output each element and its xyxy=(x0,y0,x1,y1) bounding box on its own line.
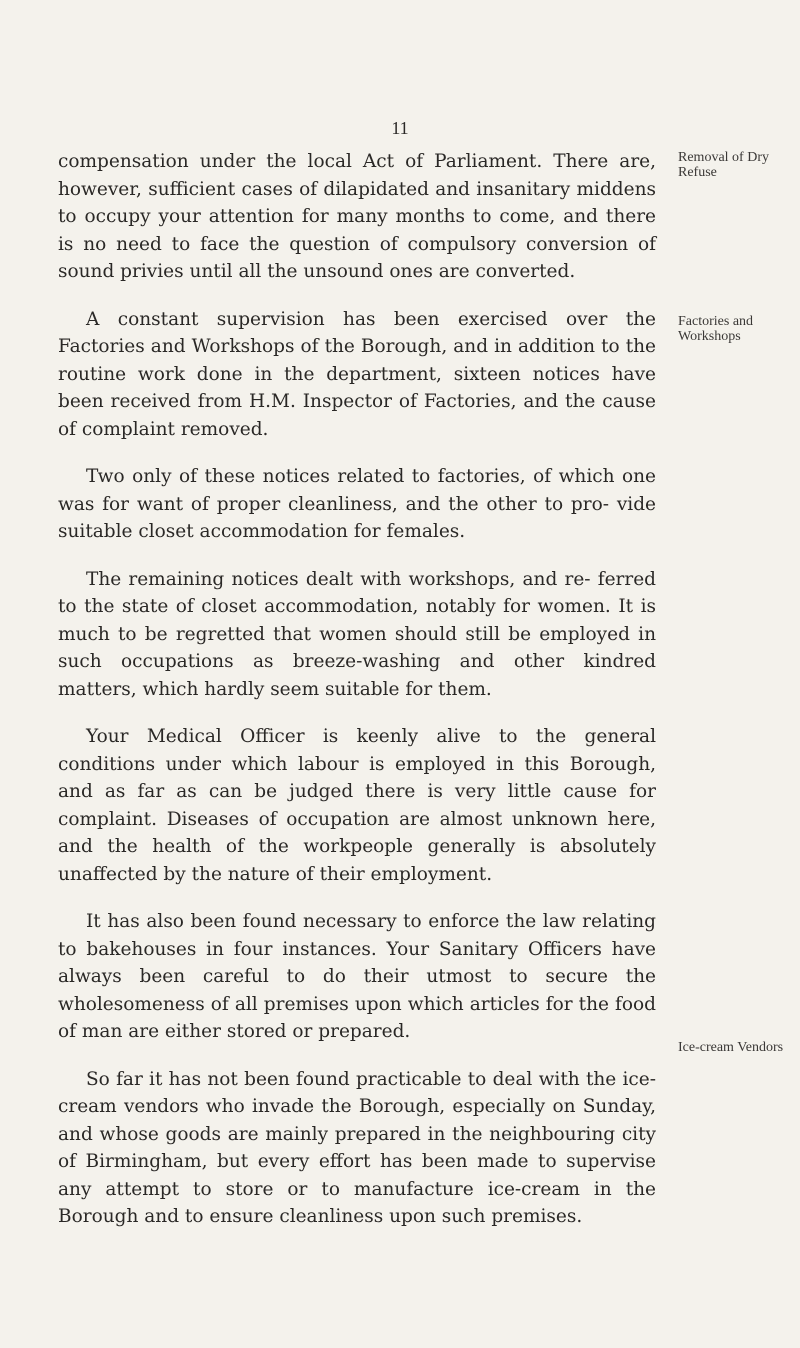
paragraph-6: It has also been found necessary to enforce the law relating to bakehouses in four instances. Your Sanitary Officers have always been careful to do their utmost to secure the wholesomeness of all premises upon which articles for the food of man are either stored or prepared. xyxy=(58,911,656,1042)
margin-note-dry-refuse: Removal of Dry Refuse xyxy=(678,150,769,180)
paragraph-3: Two only of these notices related to factories, of which one was for want of proper cleanliness, and the other to pro- vide suitable closet accommodation for females. xyxy=(58,466,656,542)
paragraph-7: So far it has not been found practicable to deal with the ice-cream vendors who invade the Borough, especially on Sunday, and whose goods are mainly prepared in the neighbouring city of Birmingham, but every effort has been made to supervise any attempt to store or to manufacture ice-cream in the Borough and to ensure cleanliness upon such premises. xyxy=(58,1068,656,1227)
page-number: 11 xyxy=(391,118,409,138)
paragraph-4: The remaining notices dealt with workshops, and re- ferred to the state of closet accommodation, notably for women. It is much to be regretted that women should still be employed in such occupations as breeze-washing and other kindred matters, which hardly seem suitable for them. xyxy=(58,568,656,700)
margin-note-factories: Factories and Workshops xyxy=(678,314,754,344)
margin-note-ice-cream: Ice-cream Vendors xyxy=(678,1040,784,1055)
body-text xyxy=(58,148,656,1231)
paragraph-1: compensation under the local Act of Parliament. There are, however, sufficient cases of dilapidated and insanitary middens to occupy your attention for many months to come, and there is no need to face the question of compulsory conversion of sound privies until all the unsound ones are converted. xyxy=(58,151,656,282)
paragraph-5: Your Medical Officer is keenly alive to the general conditions under which labour is employed in this Borough, and as far as can be judged there is very little cause for complaint. Diseases of occupation are almost unknown here, and the health of the workpeople generally is absolutely unaffected by the nature of their employment. xyxy=(58,726,656,885)
paragraph-2: A constant supervision has been exercised over the Factories and Workshops of the Borough, and in addition to the routine work done in the department, sixteen notices have been received from H.M. Inspector of Factories, and the cause of complaint removed. xyxy=(58,308,656,440)
